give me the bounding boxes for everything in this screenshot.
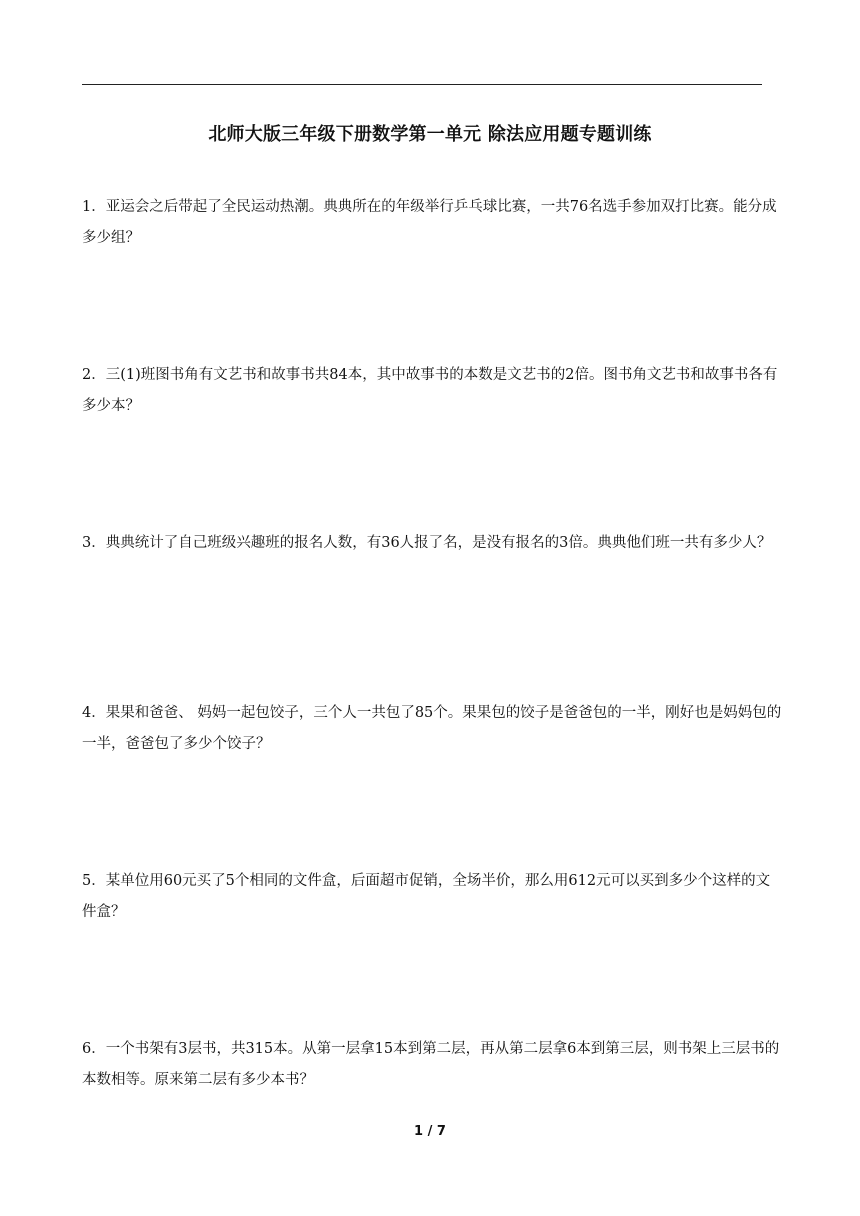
question-5: 5．某单位用60元买了5个相同的文件盒，后面超市促销，全场半价，那么用612元可以买到多少个这样的文件盒？: [82, 873, 771, 920]
page-number: 1 / 7: [414, 1124, 446, 1139]
header-rule: [82, 84, 762, 85]
question-6: 6．一个书架有3层书，共315本。从第一层拿15本到第二层，再从第二层拿6本到第三层，则书架上三层书的本数相等。原来第二层有多少本书？: [82, 1041, 780, 1088]
question-3: 3．典典统计了自己班级兴趣班的报名人数，有36人报了名，是没有报名的3倍。典典他们班一共有多少人？: [82, 535, 772, 551]
question-2: 2．三(1)班图书角有文艺书和故事书共84本，其中故事书的本数是文艺书的2倍。图书角文艺书和故事书各有多少本？: [82, 367, 778, 414]
document-title: 北师大版三年级下册数学第一单元 除法应用题专题训练: [208, 124, 652, 145]
question-4: 4．果果和爸爸、 妈妈一起包饺子，三个人一共包了85个。果果包的饺子是爸爸包的一半，刚好也是妈妈包的一半，爸爸包了多少个饺子？: [82, 705, 782, 752]
question-1: 1．亚运会之后带起了全民运动热潮。典典所在的年级举行乒乓球比赛，一共76名选手参加双打比赛。能分成多少组？: [82, 199, 777, 246]
